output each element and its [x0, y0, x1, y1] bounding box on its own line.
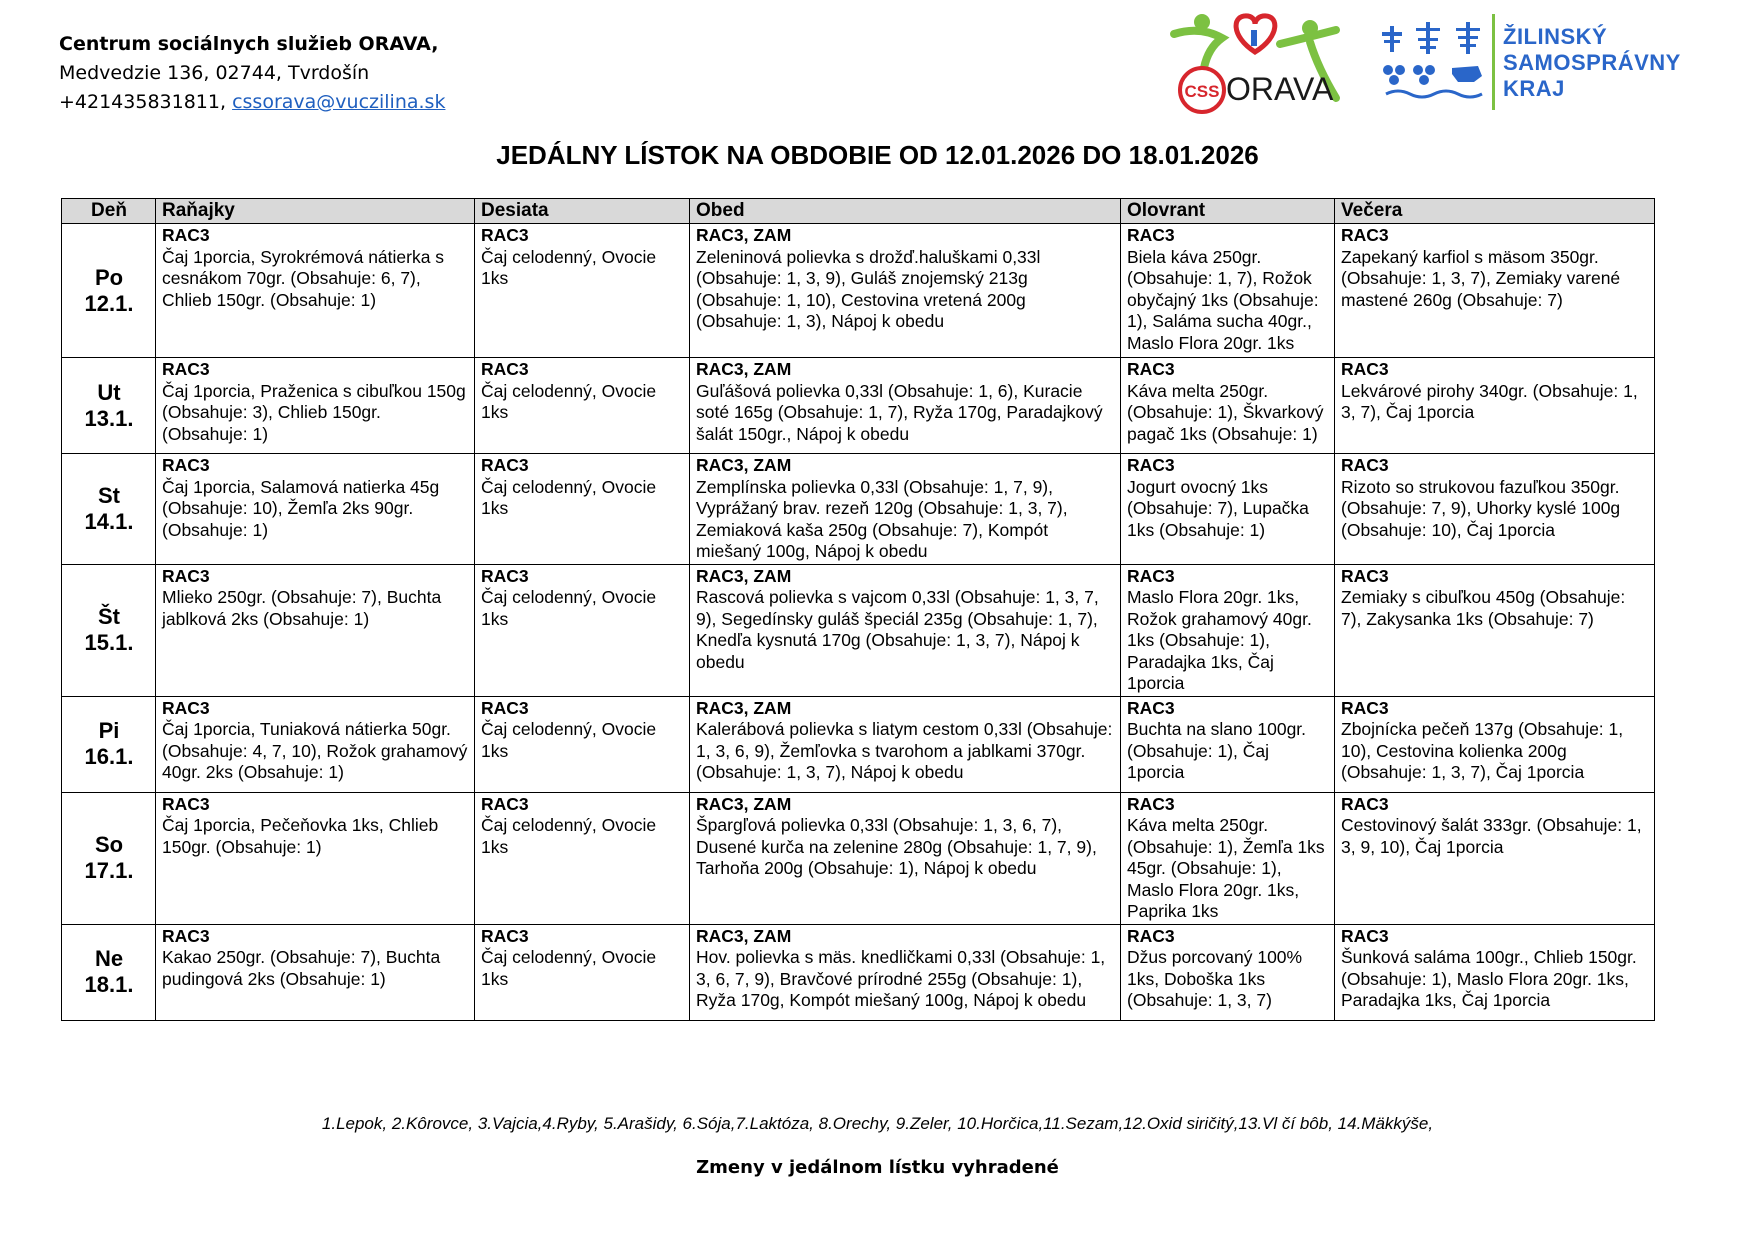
- meal-cell-breakfast: [156, 696, 475, 792]
- meal-cell-breakfast: [156, 792, 475, 924]
- meal-cell-lunch: [690, 696, 1121, 792]
- meal-description: Buchta na slano 100gr. (Obsahuje: 1), Čaj 1porcia: [1127, 719, 1307, 782]
- organization-contact: [59, 88, 445, 117]
- diet-code: RAC3: [1127, 225, 1175, 245]
- day-date: 15.1.: [84, 630, 134, 655]
- zsk-line-1: ŽILINSKÝ: [1503, 24, 1608, 49]
- table-row: [62, 792, 1655, 924]
- diet-code: RAC3: [162, 793, 210, 814]
- table-row: [62, 924, 1655, 1020]
- diet-code: RAC3: [162, 455, 210, 475]
- diet-code: RAC3: [1127, 793, 1175, 814]
- meal-description: Káva melta 250gr. (Obsahuje: 1), Žemľa 1ks 45gr. (Obsahuje: 1), Maslo Flora 20gr. 1ks, Paprika 1ks: [1127, 815, 1325, 921]
- diet-code: RAC3: [162, 359, 210, 379]
- diet-code: RAC3: [1127, 925, 1175, 946]
- header-dinner: Večera: [1335, 199, 1655, 224]
- header-lunch: Obed: [690, 199, 1121, 224]
- meal-description: Čaj 1porcia, Tuniaková nátierka 50gr. (Obsahuje: 4, 7, 10), Rožok grahamový 40gr. 2ks (Obsahuje: 1): [162, 719, 468, 782]
- meal-cell-lunch: [690, 224, 1121, 358]
- meal-description: Guľášová polievka 0,33l (Obsahuje: 1, 6), Kuracie soté 165g (Obsahuje: 1, 7), Ryža 170g, Paradajkový šalát 150gr., Nápoj k obedu: [696, 380, 1103, 444]
- zsk-line-3: KRAJ: [1503, 76, 1565, 101]
- meal-cell-lunch: [690, 564, 1121, 696]
- day-cell: [62, 224, 156, 358]
- day-date: 17.1.: [84, 858, 134, 883]
- diet-code: RAC3: [1127, 455, 1175, 475]
- diet-code: RAC3: [481, 225, 529, 245]
- diet-code: RAC3: [1341, 225, 1389, 245]
- diet-code: RAC3: [481, 793, 529, 814]
- meal-description: Biela káva 250gr. (Obsahuje: 1, 7), Rožok obyčajný 1ks (Obsahuje: 1), Saláma sucha 40gr., Maslo Flora 20gr. 1ks: [1127, 246, 1319, 353]
- day-cell: [62, 358, 156, 454]
- meal-description: Jogurt ovocný 1ks (Obsahuje: 7), Lupačka 1ks (Obsahuje: 1): [1127, 476, 1309, 540]
- day-name: Pi: [98, 718, 120, 743]
- day-cell: [62, 454, 156, 565]
- diet-code: RAC3: [1341, 565, 1389, 586]
- meal-description: Čaj 1porcia, Syrokrémová nátierka s cesnákom 70gr. (Obsahuje: 6, 7), Chlieb 150gr. (Obsahuje: 1): [162, 246, 445, 310]
- meal-description: Šunková saláma 100gr., Chlieb 150gr. (Obsahuje: 1), Maslo Flora 20gr. 1ks, Paradajka 1ks, Čaj 1porcia: [1341, 947, 1637, 1010]
- header-breakfast: Raňajky: [156, 199, 475, 224]
- meal-description: Čaj celodenný, Ovocie 1ks: [481, 815, 657, 857]
- meal-description: Čaj celodenný, Ovocie 1ks: [481, 476, 657, 518]
- diet-code: RAC3: [481, 697, 529, 718]
- table-row: [62, 224, 1655, 358]
- meal-description: Čaj celodenný, Ovocie 1ks: [481, 947, 657, 989]
- diet-code: RAC3: [1127, 697, 1175, 718]
- meal-cell-dinner: [1335, 696, 1655, 792]
- meal-description: Hov. polievka s mäs. knedličkami 0,33l (Obsahuje: 1, 3, 6, 7, 9), Bravčové prírodné 255g (Obsahuje: 1), Ryža 170g, Kompót miešaný 100g, Nápoj k obedu: [696, 947, 1106, 1010]
- diet-code: RAC3: [481, 455, 529, 475]
- meal-cell-breakfast: [156, 454, 475, 565]
- diet-code: RAC3, ZAM: [696, 455, 792, 475]
- meal-description: Lekvárové pirohy 340gr. (Obsahuje: 1, 3, 7), Čaj 1porcia: [1341, 380, 1638, 422]
- diet-code: RAC3: [1127, 565, 1175, 586]
- meal-cell-breakfast: [156, 224, 475, 358]
- header-snack-morning: Desiata: [475, 199, 690, 224]
- diet-code: RAC3, ZAM: [696, 925, 792, 946]
- meal-description: Zbojnícka pečeň 137g (Obsahuje: 1, 10), Cestovina kolienka 200g (Obsahuje: 1, 3, 7), Čaj 1porcia: [1341, 719, 1624, 782]
- menu-body: [62, 224, 1655, 1021]
- diet-code: RAC3, ZAM: [696, 359, 792, 379]
- diet-code: RAC3: [1341, 359, 1389, 379]
- allergen-legend: 1.Lepok, 2.Kôrovce, 3.Vajcia,4.Ryby, 5.Arašidy, 6.Sója,7.Laktóza, 8.Orechy, 9.Zeler, 10.Horčica,11.Sezam,12.Oxid siričitý,13.Vl čí bôb, 14.Mäkkýše,: [321, 1114, 1434, 1133]
- meal-cell-snack-morning: [475, 454, 690, 565]
- meal-cell-snack-morning: [475, 924, 690, 1020]
- meal-description: Čaj celodenný, Ovocie 1ks: [481, 587, 657, 629]
- diet-code: RAC3, ZAM: [696, 697, 792, 718]
- meal-cell-dinner: [1335, 924, 1655, 1020]
- meal-description: Čaj 1porcia, Praženica s cibuľkou 150g (Obsahuje: 3), Chlieb 150gr. (Obsahuje: 1): [162, 380, 466, 444]
- diet-code: RAC3: [1341, 455, 1389, 475]
- menu-header-row: [62, 199, 1655, 224]
- meal-cell-snack-morning: [475, 696, 690, 792]
- day-date: 18.1.: [84, 972, 134, 997]
- header-snack-afternoon: Olovrant: [1121, 199, 1335, 224]
- diet-code: RAC3: [1341, 925, 1389, 946]
- diet-code: RAC3: [1341, 793, 1389, 814]
- day-date: 14.1.: [84, 508, 134, 534]
- meal-description: Čaj celodenný, Ovocie 1ks: [481, 380, 657, 422]
- meal-cell-snack-morning: [475, 792, 690, 924]
- meal-cell-lunch: [690, 358, 1121, 454]
- meal-description: Maslo Flora 20gr. 1ks, Rožok grahamový 40gr. 1ks (Obsahuje: 1), Paradajka 1ks, Čaj 1porcia: [1127, 587, 1312, 693]
- meal-cell-snack-morning: [475, 358, 690, 454]
- zsk-emblem-icon: [1378, 8, 1498, 118]
- day-cell: [62, 564, 156, 696]
- meal-cell-dinner: [1335, 224, 1655, 358]
- header-day: Deň: [62, 199, 156, 224]
- meal-description: Rizoto so strukovou fazuľkou 350gr. (Obsahuje: 7, 9), Uhorky kyslé 100g (Obsahuje: 10), Čaj 1porcia: [1341, 476, 1621, 540]
- meal-description: Kakao 250gr. (Obsahuje: 7), Buchta pudingová 2ks (Obsahuje: 1): [162, 947, 441, 989]
- day-cell: [62, 696, 156, 792]
- meal-cell-snack-morning: [475, 224, 690, 358]
- day-name: Ut: [97, 379, 121, 405]
- meal-description: Zemiaky s cibuľkou 450g (Obsahuje: 7), Zakysanka 1ks (Obsahuje: 7): [1341, 587, 1626, 629]
- diet-code: RAC3: [1341, 697, 1389, 718]
- diet-code: RAC3: [481, 359, 529, 379]
- table-row: [62, 564, 1655, 696]
- meal-description: Zemplínska polievka 0,33l (Obsahuje: 1, 7, 9), Vyprážaný brav. rezeň 120g (Obsahuje: 1, 3, 7), Zemiaková kaša 250g (Obsahuje: 7), Kompót miešaný 100g, Nápoj k obedu: [696, 476, 1068, 561]
- day-name: St: [98, 482, 120, 508]
- meal-cell-snack-afternoon: [1121, 454, 1335, 565]
- meal-description: Káva melta 250gr. (Obsahuje: 1), Škvarkový pagač 1ks (Obsahuje: 1): [1127, 380, 1324, 444]
- day-date: 13.1.: [84, 405, 134, 431]
- meal-cell-breakfast: [156, 564, 475, 696]
- day-name: Ne: [94, 946, 124, 971]
- meal-description: Čaj 1porcia, Salamová natierka 45g (Obsahuje: 10), Žemľa 2ks 90gr. (Obsahuje: 1): [162, 476, 440, 540]
- organization-name: Centrum sociálnych služieb ORAVA,: [59, 33, 439, 55]
- css-logo-text: CSS: [1184, 82, 1220, 101]
- orava-logo-text: ORAVA: [1226, 71, 1334, 107]
- diet-code: RAC3: [1127, 359, 1175, 379]
- day-name: Po: [94, 264, 124, 290]
- meal-cell-snack-afternoon: [1121, 792, 1335, 924]
- meal-description: Čaj celodenný, Ovocie 1ks: [481, 246, 657, 288]
- diet-code: RAC3: [481, 565, 529, 586]
- menu-table: [61, 198, 1655, 1021]
- meal-cell-breakfast: [156, 924, 475, 1020]
- diet-code: RAC3: [162, 225, 210, 245]
- day-cell: [62, 792, 156, 924]
- meal-description: Čaj celodenný, Ovocie 1ks: [481, 719, 657, 761]
- day-date: 16.1.: [84, 744, 134, 769]
- meal-description: Špargľová polievka 0,33l (Obsahuje: 1, 3, 6, 7), Dusené kurča na zelenine 280g (Obsahuje: 1, 7, 9), Tarhoňa 200g (Obsahuje: 1), Nápoj k obedu: [696, 815, 1097, 878]
- organization-phone: +421435831811,: [59, 91, 227, 113]
- table-row: [62, 358, 1655, 454]
- diet-code: RAC3, ZAM: [696, 565, 792, 586]
- diet-code: RAC3: [162, 925, 210, 946]
- organization-address: Medvedzie 136, 02744, Tvrdošín: [59, 62, 370, 84]
- table-row: [62, 696, 1655, 792]
- meal-description: Zapekaný karfiol s mäsom 350gr. (Obsahuje: 1, 3, 7), Zemiaky varené mastené 260g (Obsahuje: 7): [1341, 246, 1621, 310]
- zsk-logo: [1378, 8, 1718, 118]
- diet-code: RAC3: [162, 565, 210, 586]
- meal-cell-snack-afternoon: [1121, 564, 1335, 696]
- footer-note: Zmeny v jedálnom lístku vyhradené: [696, 1157, 1059, 1178]
- day-name: Št: [98, 604, 120, 629]
- page-title: JEDÁLNY LÍSTOK NA OBDOBIE OD 12.01.2026 DO 18.01.2026: [496, 140, 1259, 170]
- meal-description: Čaj 1porcia, Pečeňovka 1ks, Chlieb 150gr. (Obsahuje: 1): [162, 815, 439, 857]
- meal-cell-snack-afternoon: [1121, 924, 1335, 1020]
- table-row: [62, 454, 1655, 565]
- meal-cell-snack-afternoon: [1121, 224, 1335, 358]
- meal-description: Zeleninová polievka s drožď.haluškami 0,33l (Obsahuje: 1, 3, 9), Guláš znojemský 213g (Obsahuje: 1, 10), Cestovina vretená 200g (Obsahuje: 1, 3), Nápoj k obedu: [696, 246, 1041, 331]
- meal-cell-snack-afternoon: [1121, 358, 1335, 454]
- meal-description: Džus porcovaný 100% 1ks, Doboška 1ks (Obsahuje: 1, 3, 7): [1127, 947, 1303, 1010]
- meal-cell-lunch: [690, 792, 1121, 924]
- meal-cell-dinner: [1335, 454, 1655, 565]
- day-date: 12.1.: [84, 290, 134, 316]
- meal-cell-snack-morning: [475, 564, 690, 696]
- css-orava-logo: [1160, 8, 1350, 118]
- day-cell: [62, 924, 156, 1020]
- meal-cell-dinner: [1335, 564, 1655, 696]
- meal-description: Rascová polievka s vajcom 0,33l (Obsahuje: 1, 3, 7, 9), Segedínsky guláš špeciál 235g (Obsahuje: 1, 7), Knedľa kysnutá 170g (Obsahuje: 1, 3, 7), Nápoj k obedu: [696, 587, 1099, 672]
- meal-cell-snack-afternoon: [1121, 696, 1335, 792]
- meal-cell-lunch: [690, 454, 1121, 565]
- meal-cell-dinner: [1335, 792, 1655, 924]
- meal-cell-breakfast: [156, 358, 475, 454]
- diet-code: RAC3: [481, 925, 529, 946]
- day-name: So: [94, 832, 124, 857]
- zsk-logo-text: [1503, 24, 1681, 102]
- diet-code: RAC3: [162, 697, 210, 718]
- zsk-line-2: SAMOSPRÁVNY: [1503, 50, 1681, 75]
- meal-description: Kalerábová polievka s liatym cestom 0,33l (Obsahuje: 1, 3, 6, 9), Žemľovka s tvarohom a jablkami 370gr. (Obsahuje: 1, 3, 7), Nápoj k obedu: [696, 719, 1113, 782]
- meal-description: Mlieko 250gr. (Obsahuje: 7), Buchta jablková 2ks (Obsahuje: 1): [162, 587, 442, 629]
- meal-cell-dinner: [1335, 358, 1655, 454]
- diet-code: RAC3, ZAM: [696, 793, 792, 814]
- email-link[interactable]: cssorava@vuczilina.sk: [232, 91, 446, 113]
- diet-code: RAC3, ZAM: [696, 225, 792, 245]
- organization-info: [59, 30, 445, 117]
- meal-cell-lunch: [690, 924, 1121, 1020]
- logos: [1160, 8, 1720, 118]
- meal-description: Cestovinový šalát 333gr. (Obsahuje: 1, 3, 9, 10), Čaj 1porcia: [1341, 815, 1642, 857]
